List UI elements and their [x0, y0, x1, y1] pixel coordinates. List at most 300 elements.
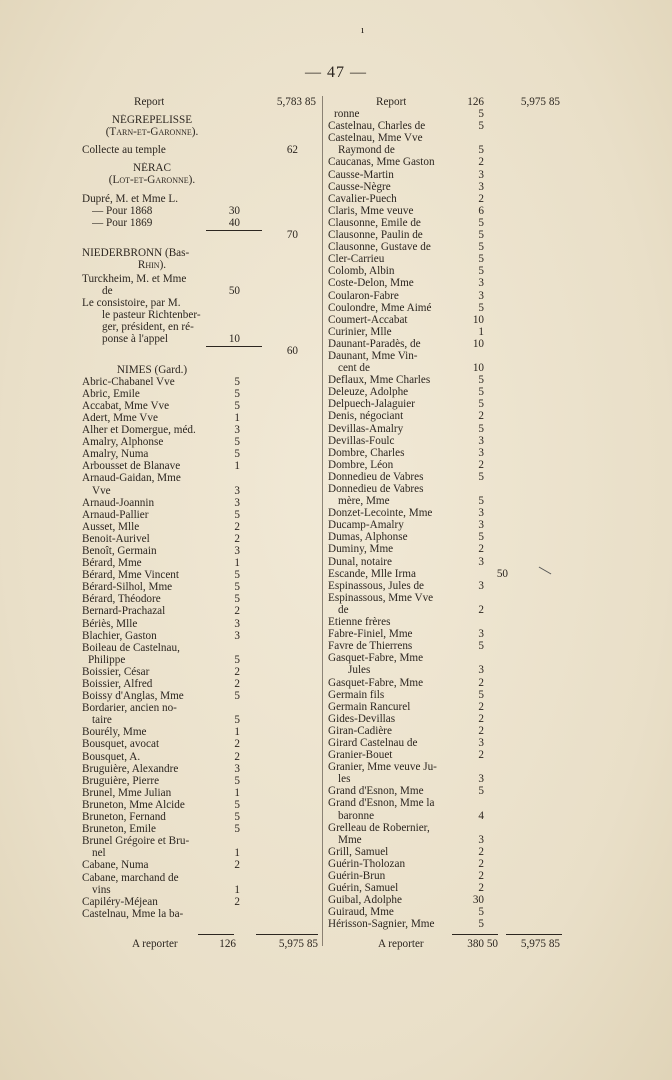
- ledger-line: [328, 761, 568, 773]
- ledger-line: [328, 423, 568, 435]
- ledger-line: [82, 678, 320, 690]
- ledger-line: [328, 290, 568, 302]
- entry-amount: 50: [228, 285, 240, 298]
- entry-text: mère, Mme: [338, 495, 390, 508]
- entry-text: Clausonne, Emile de: [328, 216, 421, 229]
- ledger-line: [328, 894, 568, 906]
- entry-text: Giran-Cadière: [328, 724, 392, 737]
- ledger-line: [82, 424, 320, 436]
- entry-text: Deleuze, Adolphe: [328, 386, 409, 399]
- entry-amount: 5: [478, 253, 484, 266]
- entry-amount: 1: [234, 460, 240, 473]
- entry-text: Hérisson-Sagnier, Mme: [328, 918, 435, 931]
- entry-text: Denis, négociant: [328, 410, 404, 423]
- ledger-line: [82, 557, 320, 569]
- ledger-line: [328, 749, 568, 761]
- entry-text: Guérin, Samuel: [328, 882, 399, 895]
- ledger-line: [328, 701, 568, 713]
- entry-amount: 5: [234, 399, 240, 412]
- ledger-line: [328, 338, 568, 350]
- entry-amount: 3: [478, 833, 484, 846]
- entry-text: Grill, Samuel: [328, 845, 389, 858]
- ledger-line: [82, 654, 320, 666]
- entry-text: Coulondre, Mme Aimé: [328, 301, 432, 314]
- entry-amount: 10: [228, 333, 240, 346]
- left-footer-rule: [198, 934, 234, 935]
- left-header: [82, 96, 320, 108]
- entry-text: Gides-Devillas: [328, 712, 396, 725]
- entry-total: 60: [286, 345, 298, 358]
- entry-text: — Pour 1868: [92, 204, 153, 217]
- entry-amount: 5: [478, 216, 484, 229]
- entry-text: les: [338, 773, 351, 786]
- ledger-line: [328, 785, 568, 797]
- top-mark: ı: [361, 24, 365, 36]
- entry-text: Boileau de Castelnau,: [82, 641, 180, 654]
- right-footer-rule: [452, 934, 498, 935]
- entry-text: Gasquet-Fabre, Mme: [328, 676, 424, 689]
- entry-text: Germain fils: [328, 688, 385, 701]
- ledger-line: [328, 314, 568, 326]
- entry-text: Espinassous, Jules de: [328, 579, 425, 592]
- right-header: [328, 96, 568, 108]
- left-column: [82, 96, 320, 920]
- entry-amount: 3: [234, 617, 240, 630]
- entry-text: Bousquet, avocat: [82, 738, 160, 751]
- entry-amount: 4: [478, 809, 484, 822]
- ledger-line: [328, 217, 568, 229]
- entry-text: Donnedieu de Vabres: [328, 483, 424, 495]
- entry-text: Alher et Domergue, méd.: [82, 424, 196, 437]
- entry-text: Bousquet, A.: [82, 750, 141, 763]
- entry-text: Collecte au temple: [82, 144, 166, 157]
- ledger-line: [82, 509, 320, 521]
- entry-amount: 5: [478, 785, 484, 798]
- entry-amount: 10: [472, 362, 484, 375]
- entry-text: Bruneton, Emile: [82, 823, 156, 836]
- ledger-line: [328, 302, 568, 314]
- ledger-line: [328, 568, 568, 580]
- ledger-line: [328, 592, 568, 604]
- entry-amount: 5: [478, 918, 484, 931]
- ledger-line: [328, 689, 568, 701]
- ledger-line: [328, 277, 568, 289]
- entry-amount: 3: [234, 424, 240, 437]
- entry-text: Espinassous, Mme Vve: [328, 591, 434, 604]
- ledger-line: [82, 217, 320, 229]
- entry-amount: 2: [478, 724, 484, 737]
- entry-amount: 5: [478, 386, 484, 399]
- entry-text: Boissy d'Anglas, Mme: [82, 690, 184, 703]
- entry-text: Dombre, Charles: [328, 446, 405, 459]
- entry-text: Dombre, Léon: [328, 458, 394, 471]
- entry-amount: 5: [234, 714, 240, 727]
- entry-text: Daunant-Paradès, de: [328, 337, 421, 350]
- ledger-line: [328, 507, 568, 519]
- entry-text: Etienne frères: [328, 616, 391, 629]
- ledger-line: [82, 618, 320, 630]
- ledger-line: [328, 495, 568, 507]
- ledger-line: [328, 144, 568, 156]
- entry-amount: 5: [478, 470, 484, 483]
- ledger-line: [82, 345, 320, 357]
- ledger-line: [328, 241, 568, 253]
- entry-text: baronne: [338, 809, 375, 822]
- ledger-line: [82, 896, 320, 908]
- ledger-line: [82, 521, 320, 533]
- entry-text: Amalry, Alphonse: [82, 436, 164, 449]
- entry-amount: 5: [478, 640, 484, 653]
- entry-text: Claris, Mme veuve: [328, 204, 414, 217]
- ledger-line: [82, 497, 320, 509]
- entry-text: Coste-Delon, Mme: [328, 277, 414, 290]
- ledger-line: [82, 859, 320, 871]
- entry-text: Clausonne, Paulin de: [328, 229, 423, 242]
- ledger-line: [82, 259, 320, 271]
- left-footer-label: A reporter: [132, 938, 178, 950]
- ledger-line: [328, 918, 568, 930]
- entry-text: Vve: [92, 484, 111, 497]
- entry-text: Escande, Mlle Irma: [328, 567, 416, 580]
- ledger-line: [82, 297, 320, 309]
- entry-text: Adert, Mme Vve: [82, 411, 158, 424]
- entry-amount: 2: [234, 895, 240, 908]
- entry-amount: 2: [478, 192, 484, 205]
- entry-text: Arbousset de Blanave: [82, 460, 181, 473]
- ledger-line: [82, 533, 320, 545]
- entry-text: Bérard-Silhol, Mme: [82, 581, 173, 594]
- entry-text: Colomb, Albin: [328, 265, 395, 278]
- entry-text: Causse-Nègre: [328, 180, 391, 193]
- entry-amount: 5: [478, 144, 484, 157]
- entry-text: Capiléry-Méjean: [82, 895, 158, 908]
- entry-amount: 3: [234, 496, 240, 509]
- entry-amount: 3: [478, 773, 484, 786]
- entry-text: Bernard-Prachazal: [82, 605, 166, 618]
- ledger-line: [328, 205, 568, 217]
- entry-amount: 5: [478, 120, 484, 133]
- entry-amount: 6: [478, 204, 484, 217]
- entry-amount: 3: [478, 507, 484, 520]
- ledger-line: [82, 823, 320, 835]
- ledger-line: [82, 321, 320, 333]
- ledger-line: [82, 205, 320, 217]
- entry-text: Bérard, Mme: [82, 557, 142, 570]
- ledger-line: [328, 120, 568, 132]
- ledger-line: [82, 835, 320, 847]
- ledger-line: [328, 519, 568, 531]
- entry-text: de: [338, 603, 349, 616]
- entry-text: Arnaud-Pallier: [82, 508, 149, 521]
- entry-amount: 2: [478, 700, 484, 713]
- ledger-line: [328, 108, 568, 120]
- entry-text: ronne: [334, 108, 360, 121]
- entry-amount: 5: [478, 374, 484, 387]
- entry-amount: 3: [234, 544, 240, 557]
- entry-text: Bériès, Mlle: [82, 617, 138, 630]
- entry-text: Bérard, Mme Vincent: [82, 569, 179, 582]
- entry-text: Deflaux, Mme Charles: [328, 374, 431, 387]
- entry-amount: 5: [478, 301, 484, 314]
- entry-amount: 1: [478, 325, 484, 338]
- entry-amount: 5: [478, 495, 484, 508]
- entry-text: Bordarier, ancien no-: [82, 702, 177, 715]
- ledger-line: [82, 388, 320, 400]
- ledger-line: [328, 193, 568, 205]
- entry-text: Delpuech-Jalaguier: [328, 398, 415, 411]
- entry-amount: 2: [478, 676, 484, 689]
- ledger-line: [82, 273, 320, 285]
- ledger-line: [82, 285, 320, 297]
- entry-text: Guibal, Adolphe: [328, 894, 402, 907]
- ledger-line: [328, 604, 568, 616]
- entry-text: Dunal, notaire: [328, 555, 392, 568]
- entry-amount: 2: [478, 749, 484, 762]
- entry-text: Raymond de: [338, 144, 395, 157]
- ledger-line: [82, 412, 320, 424]
- entry-text: Ducamp-Amalry: [328, 519, 404, 532]
- entry-text: Bérard, Théodore: [82, 593, 161, 606]
- entry-amount: 3: [478, 180, 484, 193]
- entry-amount: 5: [234, 436, 240, 449]
- entry-amount: 5: [478, 108, 484, 121]
- entry-text: Bruguière, Alexandre: [82, 762, 179, 775]
- entry-text: Bruneton, Fernand: [82, 811, 166, 824]
- entry-text: Duminy, Mme: [328, 543, 394, 556]
- ledger-line: [328, 846, 568, 858]
- entry-amount: 1: [234, 411, 240, 424]
- entry-text: Granier-Bouet: [328, 749, 393, 762]
- entry-amount: 3: [478, 736, 484, 749]
- ledger-line: [328, 459, 568, 471]
- ledger-line: [328, 326, 568, 338]
- entry-amount: 3: [478, 519, 484, 532]
- entry-amount: 3: [478, 289, 484, 302]
- entry-amount: 5: [478, 422, 484, 435]
- entry-text: Cavalier-Puech: [328, 192, 397, 205]
- entry-amount: 2: [478, 603, 484, 616]
- ledger-line: [328, 810, 568, 822]
- ledger-line: [82, 333, 320, 345]
- entry-amount: 5: [234, 569, 240, 582]
- ledger-line: [328, 483, 568, 495]
- entry-text: Bruneton, Mme Alcide: [82, 798, 185, 811]
- entry-amount: 2: [478, 712, 484, 725]
- entry-text: Amalry, Numa: [82, 448, 149, 461]
- entry-text: Devillas-Amalry: [328, 422, 404, 435]
- entry-text: Arnaud-Gaidan, Mme: [82, 472, 181, 485]
- ledger-line: [328, 132, 568, 144]
- entry-text: Benoît, Germain: [82, 544, 157, 557]
- ledger-line: [82, 309, 320, 321]
- entry-text: Bruguière, Pierre: [82, 774, 160, 787]
- entry-text: Abric-Chabanel Vve: [82, 375, 175, 388]
- ledger-line: [328, 725, 568, 737]
- entry-amount: 10: [472, 337, 484, 350]
- ledger-line: [328, 156, 568, 168]
- entry-text: Arnaud-Joannin: [82, 496, 155, 509]
- ledger-line: [328, 543, 568, 555]
- entry-text: Gasquet-Fabre, Mme: [328, 652, 424, 665]
- entry-amount-secondary: 50: [496, 567, 508, 580]
- entry-amount: 2: [234, 750, 240, 763]
- entry-amount: 5: [234, 653, 240, 666]
- entry-text: Dupré, M. et Mme L.: [82, 192, 179, 205]
- entry-text: (Lot-et-Garonne).: [108, 174, 196, 187]
- entry-text: Caucanas, Mme Gaston: [328, 156, 435, 169]
- ledger-line: [328, 181, 568, 193]
- entry-text: Fabre-Finiel, Mme: [328, 628, 413, 641]
- ledger-line: [82, 872, 320, 884]
- left-header-label: Report: [134, 96, 165, 108]
- ledger-line: [82, 605, 320, 617]
- ledger-line: [82, 763, 320, 775]
- entry-text: Daunant, Mme Vin-: [328, 349, 418, 362]
- entry-text: Grand d'Esnon, Mme: [328, 785, 424, 798]
- right-column: [328, 96, 568, 930]
- ledger-line: [82, 738, 320, 750]
- entry-text: Abric, Emile: [82, 387, 140, 400]
- ledger-line: [328, 398, 568, 410]
- entry-amount: 2: [234, 665, 240, 678]
- entry-total: 70: [286, 228, 298, 241]
- entry-amount: 2: [478, 857, 484, 870]
- entry-amount: 2: [234, 859, 240, 872]
- ledger-line: [328, 882, 568, 894]
- ledger-line: [82, 751, 320, 763]
- right-footer-total: 5,975 85: [520, 938, 560, 950]
- entry-text: vins: [92, 883, 111, 896]
- ledger-line: [82, 787, 320, 799]
- entry-text: Guiraud, Mme: [328, 906, 394, 919]
- entry-text: NÉRAC: [133, 162, 171, 175]
- entry-text: taire: [92, 714, 112, 727]
- entry-text: de: [102, 285, 113, 298]
- entry-text: Castelnau, Charles de: [328, 120, 426, 133]
- entry-amount: 40: [228, 216, 240, 229]
- right-footer-amount: 380 50: [467, 938, 498, 950]
- entry-amount: 3: [234, 629, 240, 642]
- entry-text: Clausonne, Gustave de: [328, 241, 431, 254]
- entry-text: Castelnau, Mme la ba-: [82, 907, 184, 920]
- ledger-line: [82, 460, 320, 472]
- entry-text: Curinier, Mlle: [328, 325, 392, 338]
- ledger-line: [328, 773, 568, 785]
- entry-amount: 2: [478, 156, 484, 169]
- entry-amount: 10: [472, 313, 484, 326]
- entry-amount: 3: [478, 628, 484, 641]
- entry-amount: 5: [234, 375, 240, 388]
- entry-amount: 1: [234, 883, 240, 896]
- ledger-line: [328, 471, 568, 483]
- ledger-line: [328, 374, 568, 386]
- ledger-line: [328, 362, 568, 374]
- ledger-line: [82, 847, 320, 859]
- entry-amount: 3: [478, 434, 484, 447]
- right-header-total: 5,975 85: [520, 96, 560, 108]
- ledger-line: [82, 726, 320, 738]
- entry-amount: 2: [478, 543, 484, 556]
- entry-amount: 5: [234, 823, 240, 836]
- entry-text: Coumert-Accabat: [328, 313, 408, 326]
- entry-text: NIEDERBRONN (Bas-: [82, 246, 190, 259]
- ledger-line: [328, 447, 568, 459]
- entry-text: Dumas, Alphonse: [328, 531, 408, 544]
- entry-text: Granier, Mme veuve Ju-: [328, 761, 437, 774]
- ledger-line: [328, 350, 568, 362]
- ledger-line: [82, 811, 320, 823]
- entry-amount: 5: [478, 229, 484, 242]
- ledger-line: [328, 640, 568, 652]
- ledger-line: [82, 485, 320, 497]
- entry-amount: 5: [478, 241, 484, 254]
- entry-amount: 2: [478, 870, 484, 882]
- entry-text: Benoit-Aurivel: [82, 532, 150, 545]
- entry-text: Boissier, César: [82, 665, 150, 678]
- ledger-line: [82, 799, 320, 811]
- entry-text: Girard Castelnau de: [328, 736, 418, 749]
- ledger-line: [82, 593, 320, 605]
- left-header-amount: 5,783 85: [276, 96, 316, 108]
- ledger-line: [82, 630, 320, 642]
- entry-text: Donnedieu de Vabres: [328, 470, 424, 483]
- entry-text: Cler-Carrieu: [328, 253, 385, 266]
- entry-text: Philippe: [88, 653, 126, 666]
- ledger-line: [82, 472, 320, 484]
- ledger-line: [82, 545, 320, 557]
- ledger-line: [328, 652, 568, 664]
- entry-text: cent de: [338, 362, 370, 375]
- entry-amount: 2: [234, 738, 240, 751]
- entry-text: Brunel, Mme Julian: [82, 786, 172, 799]
- ledger-line: [82, 400, 320, 412]
- entry-text: Boissier, Alfred: [82, 678, 153, 691]
- ledger-line: [82, 114, 320, 126]
- entry-total: 62: [286, 144, 298, 157]
- entry-text: Castelnau, Mme Vve: [328, 132, 423, 145]
- entry-amount: 5: [234, 387, 240, 400]
- entry-amount: 2: [478, 458, 484, 471]
- entry-text: Guérin-Tholozan: [328, 857, 406, 870]
- ledger-line: [328, 435, 568, 447]
- entry-amount: 3: [234, 484, 240, 497]
- entry-text: ger, président, en ré-: [102, 321, 194, 334]
- entry-amount: 2: [234, 678, 240, 691]
- entry-text: Favre de Thierrens: [328, 640, 413, 653]
- entry-amount: 3: [234, 762, 240, 775]
- ledger-line: [328, 253, 568, 265]
- ledger-line: [328, 713, 568, 725]
- entry-amount: 5: [478, 398, 484, 411]
- entry-amount: 1: [234, 786, 240, 799]
- entry-text: Coularon-Fabre: [328, 289, 399, 302]
- entry-text: Accabat, Mme Vve: [82, 399, 170, 412]
- ledger-line: [328, 737, 568, 749]
- ledger-line: [328, 870, 568, 882]
- entry-text: Rhin).: [137, 259, 167, 272]
- entry-text: NÉGREPELISSE: [111, 114, 193, 127]
- entry-amount: 3: [478, 446, 484, 459]
- entry-amount: 5: [234, 448, 240, 461]
- ledger-line: [328, 229, 568, 241]
- entry-amount: 1: [234, 726, 240, 739]
- left-footer-rule-2: [256, 934, 318, 935]
- entry-text: ponse à l'appel: [102, 333, 169, 346]
- ledger-line: [82, 247, 320, 259]
- entry-text: (Tarn-et-Garonne).: [105, 126, 199, 139]
- entry-amount: 2: [478, 410, 484, 423]
- ledger-line: [328, 265, 568, 277]
